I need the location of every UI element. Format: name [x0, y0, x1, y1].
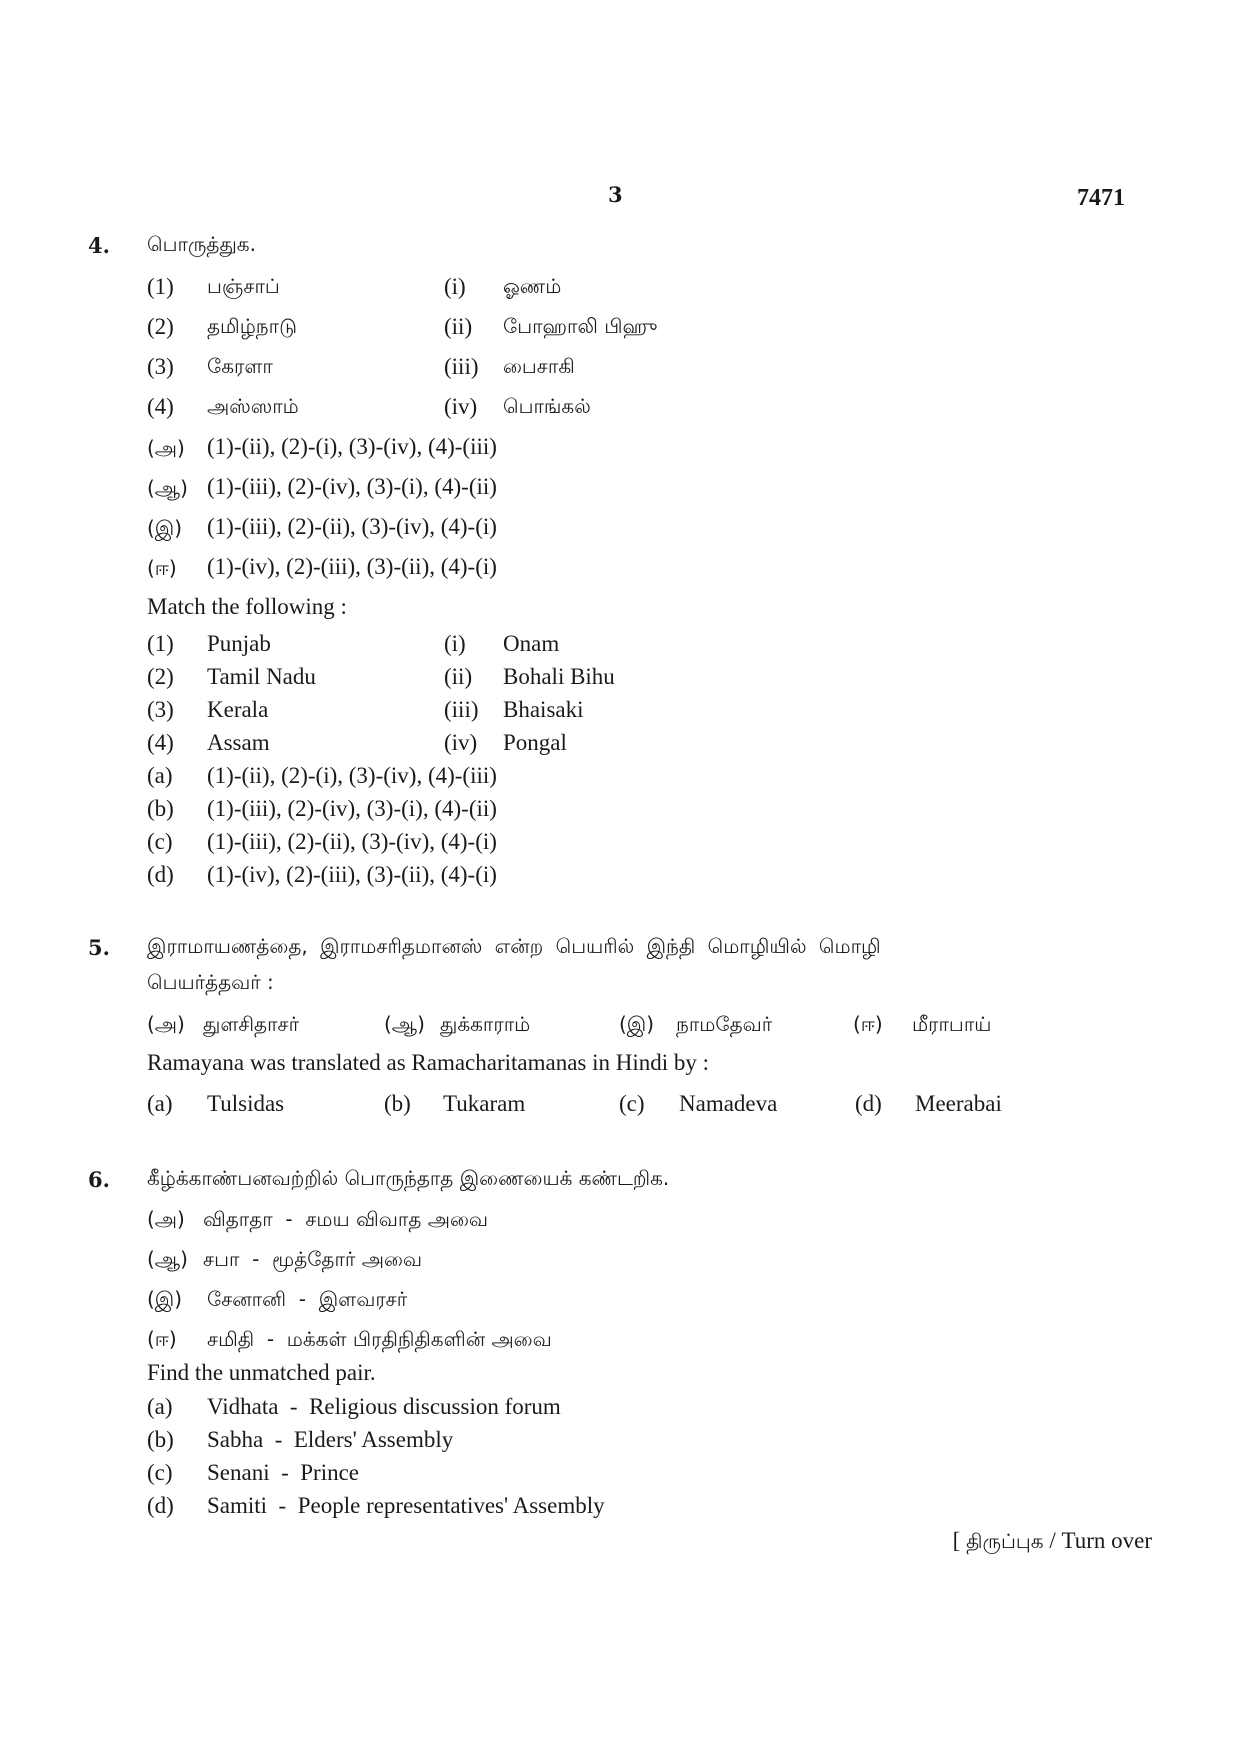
- option-text: (1)-(iii), (2)-(iv), (3)-(i), (4)-(ii): [207, 796, 497, 821]
- pair-right-num: (ii): [444, 664, 473, 689]
- option-text: Samiti - People representatives' Assembly: [207, 1493, 605, 1518]
- option-text: சேனானி - இளவரசர்: [207, 1287, 408, 1311]
- option-label: (c): [147, 1460, 173, 1485]
- pair-left-num: (4): [147, 730, 174, 755]
- question-5-number: 5.: [88, 935, 110, 960]
- option-label: (இ): [147, 1287, 183, 1311]
- pair-right: Bhaisaki: [503, 697, 584, 722]
- pair-right: பைசாகி: [503, 354, 575, 378]
- option-label: (ஆ): [384, 1012, 425, 1036]
- option-label: (b): [147, 796, 174, 821]
- option-label: (அ): [147, 1207, 185, 1231]
- pair-left-num: (1): [147, 274, 174, 299]
- option-text: (1)-(ii), (2)-(i), (3)-(iv), (4)-(iii): [207, 763, 497, 788]
- option-label: (d): [147, 1493, 174, 1518]
- option-text: (1)-(iv), (2)-(iii), (3)-(ii), (4)-(i): [207, 862, 497, 887]
- option-text: நாமதேவர்: [676, 1012, 773, 1036]
- pair-right: Pongal: [503, 730, 567, 755]
- pair-right-num: (iv): [444, 394, 478, 419]
- option-text: சபா - மூத்தோர் அவை: [203, 1247, 423, 1271]
- pair-left-num: (2): [147, 664, 174, 689]
- pair-left: Tamil Nadu: [207, 664, 316, 689]
- turn-over-tamil: திருப்புக: [966, 1529, 1044, 1553]
- turn-over-note: [953, 1528, 1152, 1556]
- option-label: (ஈ): [853, 1012, 883, 1036]
- question-5-tamil-line-1: இராமாயணத்தை, இராமசரிதமானஸ் என்ற பெயரில் இந்தி மொழியில் மொழி: [147, 934, 881, 958]
- question-5-english: Ramayana was translated as Ramacharitamanas in Hindi by :: [147, 1050, 710, 1075]
- pair-left: Punjab: [207, 631, 271, 656]
- option-label: (இ): [619, 1012, 655, 1036]
- pair-left: தமிழ்நாடு: [207, 314, 297, 338]
- question-6-number: 6.: [88, 1167, 110, 1192]
- turn-over-separator: /: [1049, 1528, 1056, 1553]
- option-label: (அ): [147, 436, 185, 460]
- option-text: Namadeva: [679, 1091, 778, 1116]
- paper-code: 7471: [1077, 185, 1125, 211]
- option-text: சமிதி - மக்கள் பிரதிநிதிகளின் அவை: [207, 1327, 552, 1351]
- option-text: துளசிதாசர்: [203, 1012, 300, 1036]
- option-label: (ஈ): [147, 1327, 177, 1351]
- option-label: (b): [147, 1427, 174, 1452]
- pair-right-num: (iv): [444, 730, 478, 755]
- pair-left-num: (2): [147, 314, 174, 339]
- pair-left: அஸ்ஸாம்: [207, 394, 299, 418]
- pair-left: Assam: [207, 730, 270, 755]
- page-number: 3: [608, 182, 623, 207]
- option-label: (c): [619, 1091, 645, 1116]
- pair-right: Bohali Bihu: [503, 664, 615, 689]
- pair-right: ஓணம்: [503, 274, 562, 298]
- option-text: மீராபாய்: [912, 1012, 992, 1036]
- option-label: (இ): [147, 516, 183, 540]
- pair-right: போஹாலி பிஹு: [503, 314, 658, 338]
- pair-left: கேரளா: [207, 354, 273, 378]
- option-label: (c): [147, 829, 173, 854]
- turn-over-bracket: [: [952, 1528, 961, 1553]
- question-4-number: 4.: [88, 233, 110, 258]
- pair-right-num: (iii): [444, 354, 479, 379]
- pair-left-num: (4): [147, 394, 174, 419]
- pair-right-num: (i): [444, 274, 466, 299]
- pair-left: Kerala: [207, 697, 269, 722]
- question-6-tamil: கீழ்க்காண்பனவற்றில் பொருந்தாத இணையைக் கண்டறிக.: [147, 1166, 670, 1190]
- option-label: (அ): [147, 1012, 185, 1036]
- option-label: (a): [147, 763, 173, 788]
- option-text: (1)-(iii), (2)-(ii), (3)-(iv), (4)-(i): [207, 829, 497, 854]
- pair-right-num: (iii): [444, 697, 479, 722]
- option-label: (b): [384, 1091, 411, 1116]
- option-label: (ஆ): [147, 1247, 188, 1271]
- turn-over-english: Turn over: [1061, 1528, 1152, 1553]
- option-text: (1)-(iii), (2)-(ii), (3)-(iv), (4)-(i): [207, 514, 497, 539]
- option-label: (ஆ): [147, 476, 188, 500]
- pair-left-num: (1): [147, 631, 174, 656]
- pair-right-num: (i): [444, 631, 466, 656]
- option-text: Sabha - Elders' Assembly: [207, 1427, 454, 1452]
- pair-right-num: (ii): [444, 314, 473, 339]
- option-label: (d): [855, 1091, 882, 1116]
- option-text: Tulsidas: [207, 1091, 285, 1116]
- pair-right: பொங்கல்: [503, 394, 591, 418]
- question-4-tamil-title: பொருத்துக.: [147, 232, 256, 256]
- pair-left-num: (3): [147, 697, 174, 722]
- option-text: துக்காராம்: [440, 1012, 531, 1036]
- option-label: (a): [147, 1394, 173, 1419]
- option-text: விதாதா - சமய விவாத அவை: [203, 1207, 489, 1231]
- option-label: (ஈ): [147, 556, 177, 580]
- question-5-tamil-line-2: பெயர்த்தவர் :: [147, 970, 274, 994]
- option-label: (a): [147, 1091, 173, 1116]
- question-6-english: Find the unmatched pair.: [147, 1360, 376, 1385]
- pair-left-num: (3): [147, 354, 174, 379]
- option-text: Senani - Prince: [207, 1460, 360, 1485]
- option-text: Meerabai: [915, 1091, 1002, 1116]
- option-text: Vidhata - Religious discussion forum: [207, 1394, 561, 1419]
- option-text: (1)-(ii), (2)-(i), (3)-(iv), (4)-(iii): [207, 434, 497, 459]
- pair-left: பஞ்சாப்: [207, 274, 280, 298]
- question-4-english-title: Match the following :: [147, 594, 347, 619]
- option-label: (d): [147, 862, 174, 887]
- option-text: Tukaram: [443, 1091, 526, 1116]
- pair-right: Onam: [503, 631, 560, 656]
- option-text: (1)-(iv), (2)-(iii), (3)-(ii), (4)-(i): [207, 554, 497, 579]
- option-text: (1)-(iii), (2)-(iv), (3)-(i), (4)-(ii): [207, 474, 497, 499]
